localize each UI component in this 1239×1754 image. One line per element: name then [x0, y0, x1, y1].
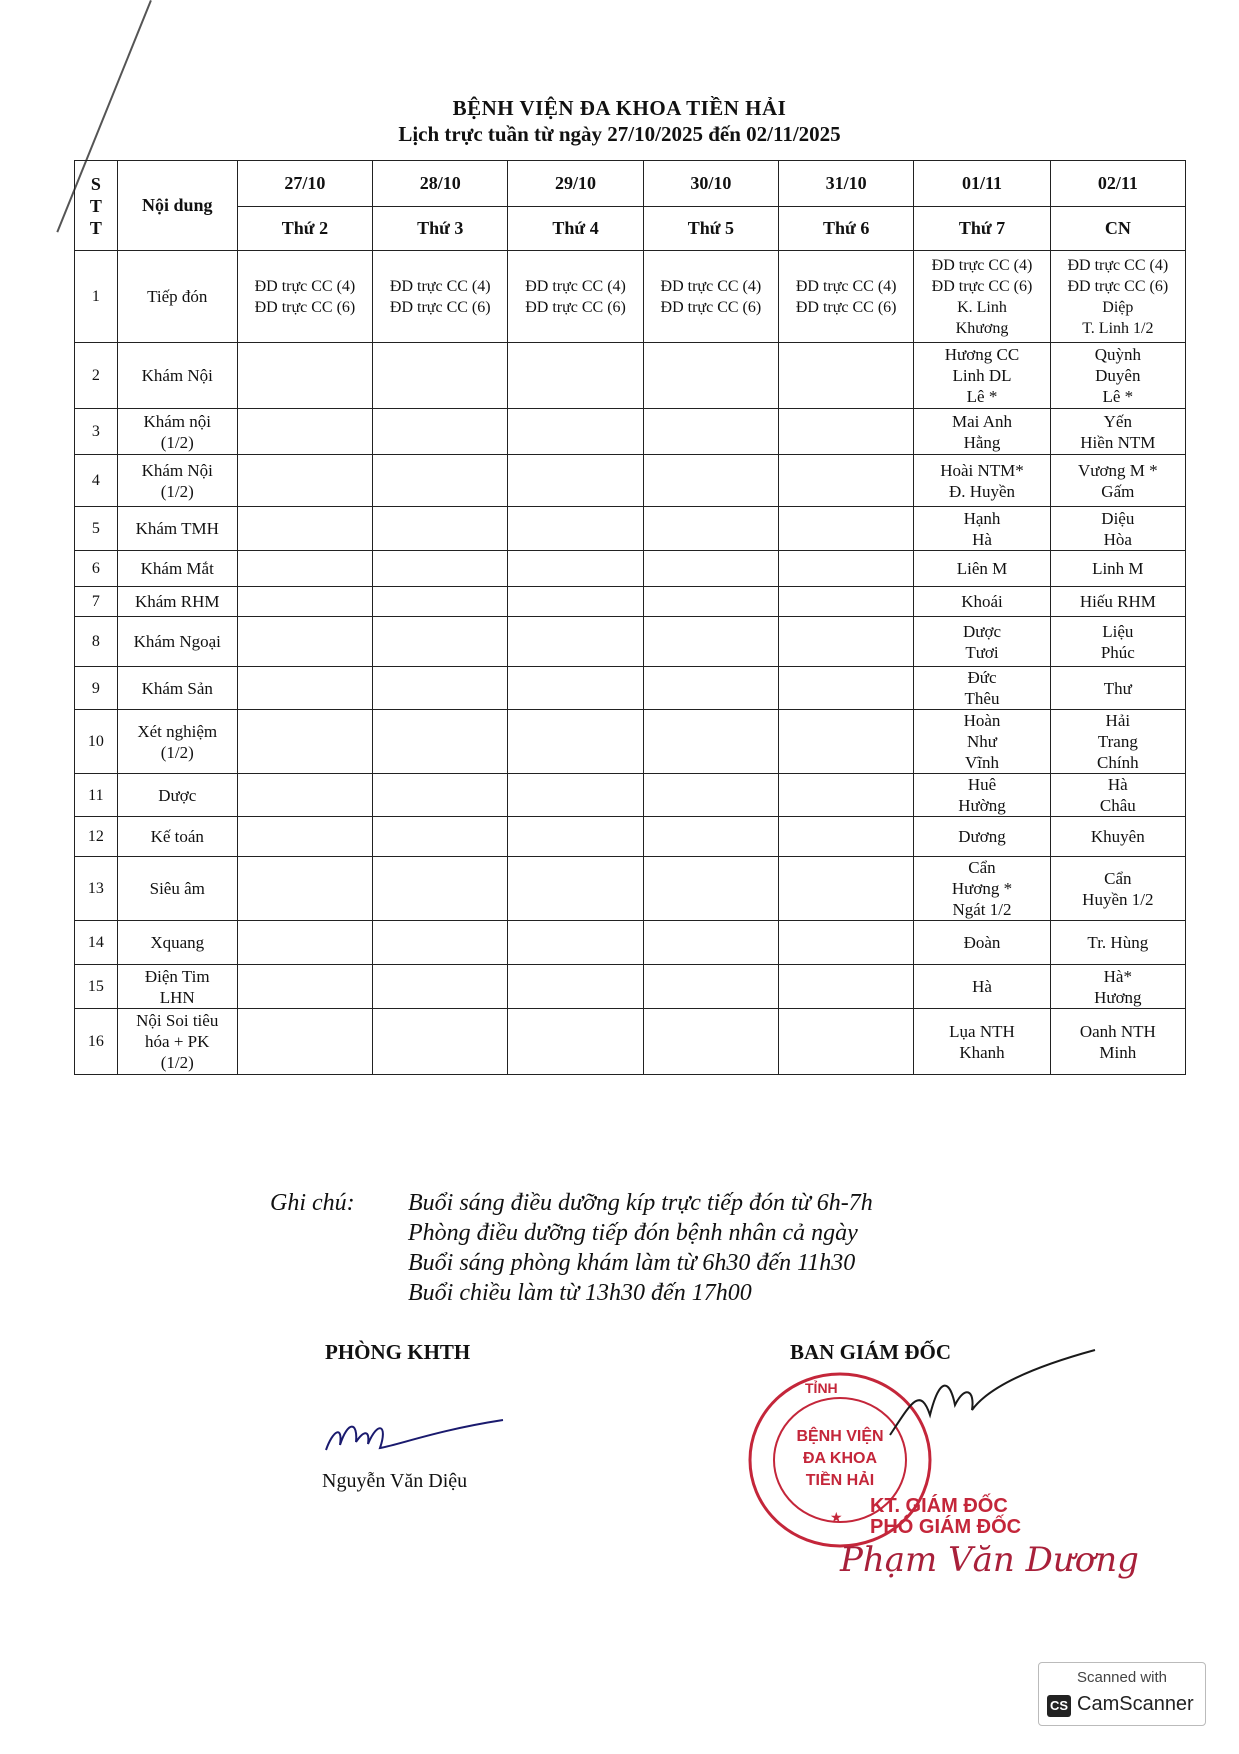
schedule-cell: [508, 921, 643, 965]
row-content: Tiếp đón: [117, 251, 237, 343]
schedule-cell: Oanh NTH Minh: [1050, 1009, 1185, 1075]
schedule-cell: Thư: [1050, 667, 1185, 710]
schedule-cell: [643, 409, 778, 455]
row-number: 14: [75, 921, 118, 965]
row-content: Khám Nội (1/2): [117, 455, 237, 507]
schedule-cell: [643, 343, 778, 409]
day-header: Thứ 3: [373, 207, 508, 251]
schedule-cell: [373, 455, 508, 507]
badge-top-text: Scanned with: [1076, 1669, 1168, 1686]
schedule-cell: [373, 617, 508, 667]
schedule-cell: ĐD trực CC (4) ĐD trực CC (6) K. Linh Khương: [914, 251, 1050, 343]
schedule-cell: [237, 965, 372, 1009]
schedule-cell: [237, 343, 372, 409]
note-line: Buổi chiều làm từ 13h30 đến 17h00: [408, 1280, 752, 1306]
schedule-cell: [373, 409, 508, 455]
schedule-cell: [237, 921, 372, 965]
notes-label: Ghi chú:: [270, 1190, 355, 1216]
schedule-cell: [237, 507, 372, 551]
row-content: Kế toán: [117, 817, 237, 857]
schedule-cell: Hải Trang Chính: [1050, 710, 1185, 774]
schedule-cell: Linh M: [1050, 551, 1185, 587]
row-number: 2: [75, 343, 118, 409]
camscanner-badge: [1038, 1662, 1206, 1726]
schedule-cell: [237, 587, 372, 617]
schedule-cell: [643, 667, 778, 710]
stt-header: S T T: [75, 161, 118, 251]
schedule-cell: [779, 455, 914, 507]
schedule-cell: [643, 587, 778, 617]
seal-line3: TIỀN HẢI: [805, 1472, 875, 1489]
date-header-row: [75, 161, 1186, 207]
schedule-cell: [643, 774, 778, 817]
schedule-cell: Hà Châu: [1050, 774, 1185, 817]
schedule-cell: [643, 921, 778, 965]
row-number: 13: [75, 857, 118, 921]
schedule-cell: [373, 343, 508, 409]
schedule-cell: Cẩn Hương * Ngát 1/2: [914, 857, 1050, 921]
schedule-cell: Hương CC Linh DL Lê *: [914, 343, 1050, 409]
row-number: 11: [75, 774, 118, 817]
schedule-cell: [779, 409, 914, 455]
table-row: [75, 409, 1186, 455]
schedule-cell: ĐD trực CC (4) ĐD trực CC (6): [779, 251, 914, 343]
schedule-cell: [779, 774, 914, 817]
schedule-cell: [237, 455, 372, 507]
badge-name: CamScanner: [1077, 1693, 1194, 1715]
table-row: [75, 343, 1186, 409]
day-header: CN: [1050, 207, 1185, 251]
schedule-cell: Hạnh Hà: [914, 507, 1050, 551]
table-row: [75, 251, 1186, 343]
day-header: Thứ 2: [237, 207, 372, 251]
row-content: Khám Nội: [117, 343, 237, 409]
date-header: 02/11: [1050, 161, 1185, 207]
schedule-cell: [779, 587, 914, 617]
schedule-cell: Hoài NTM* Đ. Huyền: [914, 455, 1050, 507]
table-row: [75, 817, 1186, 857]
note-line: Buổi sáng điều dưỡng kíp trực tiếp đón từ 6h-7h: [408, 1190, 873, 1216]
schedule-cell: [508, 587, 643, 617]
row-content: Nội Soi tiêu hóa + PK (1/2): [117, 1009, 237, 1075]
date-header: 27/10: [237, 161, 372, 207]
schedule-cell: Yến Hiền NTM: [1050, 409, 1185, 455]
note-line: Phòng điều dưỡng tiếp đón bệnh nhân cả ngày: [408, 1220, 858, 1246]
left-signatory-name: Nguyễn Văn Diệu: [322, 1470, 468, 1492]
right-signatory-title: BAN GIÁM ĐỐC: [790, 1340, 951, 1364]
right-signatory-name: Phạm Văn Dương: [840, 1540, 1139, 1580]
schedule-cell: [373, 921, 508, 965]
schedule-cell: [508, 857, 643, 921]
notes-lines: [408, 1188, 1048, 1308]
schedule-cell: ĐD trực CC (4) ĐD trực CC (6) Diệp T. Linh 1/2: [1050, 251, 1185, 343]
schedule-cell: [779, 857, 914, 921]
date-header: 01/11: [914, 161, 1050, 207]
schedule-cell: [779, 921, 914, 965]
schedule-cell: Liệu Phúc: [1050, 617, 1185, 667]
note-line: Buổi sáng phòng khám làm từ 6h30 đến 11h30: [408, 1250, 856, 1276]
date-header: 28/10: [373, 161, 508, 207]
date-header: 31/10: [779, 161, 914, 207]
schedule-cell: Dược Tươi: [914, 617, 1050, 667]
schedule-cell: [779, 965, 914, 1009]
table-row: [75, 617, 1186, 667]
table-row: [75, 710, 1186, 774]
row-content: Điện Tim LHN: [117, 965, 237, 1009]
schedule-cell: [508, 1009, 643, 1075]
schedule-cell: [779, 710, 914, 774]
schedule-cell: [643, 965, 778, 1009]
table-row: [75, 921, 1186, 965]
day-header: Thứ 5: [643, 207, 778, 251]
schedule-cell: ĐD trực CC (4) ĐD trực CC (6): [237, 251, 372, 343]
table-row: [75, 667, 1186, 710]
schedule-cell: [508, 617, 643, 667]
date-header: 30/10: [643, 161, 778, 207]
schedule-cell: [237, 857, 372, 921]
schedule-cell: [643, 507, 778, 551]
table-row: [75, 857, 1186, 921]
table-row: [75, 965, 1186, 1009]
seal-line2: ĐA KHOA: [802, 1450, 878, 1467]
row-number: 9: [75, 667, 118, 710]
row-content: Khám TMH: [117, 507, 237, 551]
left-signature-scribble: [318, 1400, 518, 1470]
row-content: Khám nội (1/2): [117, 409, 237, 455]
schedule-cell: Quỳnh Duyên Lê *: [1050, 343, 1185, 409]
schedule-cell: [643, 551, 778, 587]
table-row: [75, 587, 1186, 617]
schedule-cell: [373, 507, 508, 551]
row-content: Khám Sản: [117, 667, 237, 710]
row-content: Khám Ngoại: [117, 617, 237, 667]
day-header-row: [75, 207, 1186, 251]
hospital-title: BỆNH VIỆN ĐA KHOA TIỀN HẢI: [452, 96, 787, 120]
schedule-cell: [373, 587, 508, 617]
day-header: Thứ 7: [914, 207, 1050, 251]
schedule-cell: [779, 667, 914, 710]
svg-text:★: ★: [830, 1511, 843, 1526]
row-content: Dược: [117, 774, 237, 817]
row-number: 3: [75, 409, 118, 455]
schedule-cell: [237, 667, 372, 710]
row-number: 7: [75, 587, 118, 617]
schedule-cell: [779, 817, 914, 857]
schedule-cell: [508, 507, 643, 551]
schedule-cell: [508, 710, 643, 774]
table-row: [75, 455, 1186, 507]
schedule-cell: [508, 965, 643, 1009]
schedule-cell: [508, 667, 643, 710]
schedule-cell: [779, 617, 914, 667]
schedule-subtitle: Lịch trực tuần từ ngày 27/10/2025 đến 02/11/2025: [398, 122, 841, 146]
schedule-cell: [508, 551, 643, 587]
schedule-cell: Đức Thêu: [914, 667, 1050, 710]
schedule-cell: Lụa NTH Khanh: [914, 1009, 1050, 1075]
table-row: [75, 1009, 1186, 1075]
row-number: 4: [75, 455, 118, 507]
deputy-label-pgd: PHÓ GIÁM ĐỐC: [870, 1516, 1022, 1538]
schedule-cell: [237, 774, 372, 817]
schedule-cell: Tr. Hùng: [1050, 921, 1185, 965]
row-number: 8: [75, 617, 118, 667]
schedule-cell: [373, 857, 508, 921]
schedule-cell: Hà* Hương: [1050, 965, 1185, 1009]
content-header: Nội dung: [117, 161, 237, 251]
schedule-cell: Đoàn: [914, 921, 1050, 965]
schedule-cell: [508, 409, 643, 455]
schedule-cell: [373, 710, 508, 774]
schedule-cell: [373, 774, 508, 817]
row-content: Xquang: [117, 921, 237, 965]
row-content: Xét nghiệm (1/2): [117, 710, 237, 774]
schedule-cell: [643, 617, 778, 667]
row-content: Khám RHM: [117, 587, 237, 617]
schedule-cell: Khoái: [914, 587, 1050, 617]
schedule-cell: Hoàn Như Vĩnh: [914, 710, 1050, 774]
schedule-cell: Diệu Hòa: [1050, 507, 1185, 551]
row-number: 10: [75, 710, 118, 774]
row-content: Siêu âm: [117, 857, 237, 921]
schedule-cell: [237, 817, 372, 857]
table-row: [75, 507, 1186, 551]
schedule-cell: [373, 667, 508, 710]
schedule-cell: [508, 817, 643, 857]
day-header: Thứ 6: [779, 207, 914, 251]
schedule-cell: ĐD trực CC (4) ĐD trực CC (6): [508, 251, 643, 343]
seal-top-text: TỈNH: [805, 1380, 838, 1396]
day-header: Thứ 4: [508, 207, 643, 251]
schedule-cell: Hiếu RHM: [1050, 587, 1185, 617]
schedule-cell: [643, 1009, 778, 1075]
schedule-cell: [643, 857, 778, 921]
schedule-cell: [237, 409, 372, 455]
right-signature-scribble: [880, 1345, 1100, 1445]
camscanner-logo-icon: CS: [1047, 1695, 1071, 1717]
schedule-cell: Vương M * Gấm: [1050, 455, 1185, 507]
schedule-cell: [508, 455, 643, 507]
table-row: [75, 774, 1186, 817]
row-content: Khám Mắt: [117, 551, 237, 587]
schedule-cell: [779, 551, 914, 587]
schedule-cell: [373, 551, 508, 587]
schedule-cell: Cẩn Huyền 1/2: [1050, 857, 1185, 921]
row-number: 15: [75, 965, 118, 1009]
row-number: 1: [75, 251, 118, 343]
schedule-cell: Mai Anh Hằng: [914, 409, 1050, 455]
schedule-cell: [643, 817, 778, 857]
schedule-cell: [237, 710, 372, 774]
row-number: 12: [75, 817, 118, 857]
row-number: 16: [75, 1009, 118, 1075]
schedule-cell: ĐD trực CC (4) ĐD trực CC (6): [373, 251, 508, 343]
schedule-cell: Liên M: [914, 551, 1050, 587]
date-header: 29/10: [508, 161, 643, 207]
row-number: 5: [75, 507, 118, 551]
schedule-cell: [373, 965, 508, 1009]
schedule-cell: [643, 455, 778, 507]
schedule-cell: [508, 343, 643, 409]
table-row: [75, 551, 1186, 587]
schedule-cell: [373, 1009, 508, 1075]
left-signatory-title: PHÒNG KHTH: [325, 1340, 471, 1364]
schedule-cell: [779, 343, 914, 409]
schedule-cell: [237, 617, 372, 667]
schedule-cell: Hà: [914, 965, 1050, 1009]
schedule-cell: Khuyên: [1050, 817, 1185, 857]
duty-schedule-table: [74, 160, 1186, 1075]
schedule-cell: Huê Hường: [914, 774, 1050, 817]
schedule-cell: [237, 551, 372, 587]
deputy-label-kt: KT. GIÁM ĐỐC: [870, 1495, 1008, 1517]
seal-line1: BỆNH VIỆN: [796, 1428, 884, 1445]
schedule-cell: [779, 507, 914, 551]
schedule-cell: [643, 710, 778, 774]
schedule-cell: [373, 817, 508, 857]
schedule-cell: ĐD trực CC (4) ĐD trực CC (6): [643, 251, 778, 343]
row-number: 6: [75, 551, 118, 587]
schedule-cell: [779, 1009, 914, 1075]
schedule-cell: [508, 774, 643, 817]
schedule-cell: Dương: [914, 817, 1050, 857]
schedule-cell: [237, 1009, 372, 1075]
